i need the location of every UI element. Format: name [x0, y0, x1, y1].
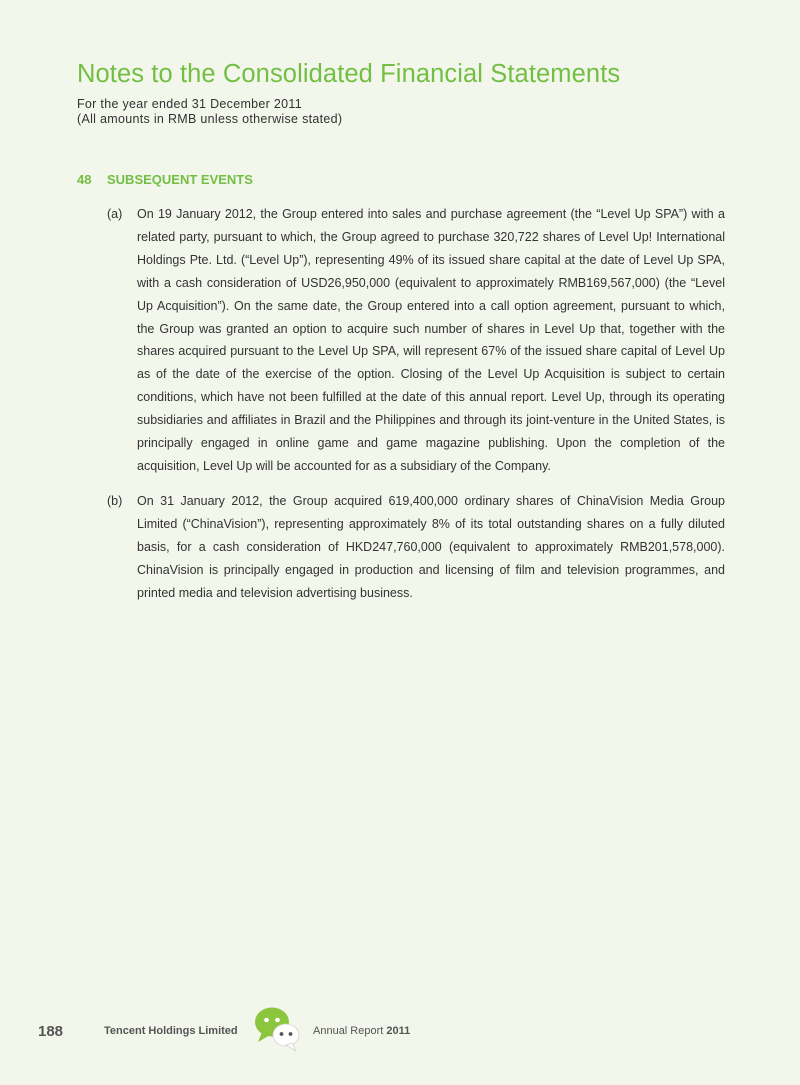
report-prefix: Annual Report: [313, 1025, 384, 1037]
page-title: Notes to the Consolidated Financial Statements: [77, 60, 621, 88]
notes-list: [107, 203, 725, 616]
page-footer: [34, 1018, 634, 1048]
page-subtitle: [77, 97, 342, 127]
section-number: 48: [77, 172, 92, 187]
page-number: 188: [38, 1023, 64, 1040]
note-item-a: [107, 203, 725, 478]
report-year: 2011: [386, 1025, 411, 1037]
note-text: On 31 January 2012, the Group acquired 619,400,000 ordinary shares of ChinaVision Media Group Limited (“ChinaVision”), representing approximately 8% of its total outstanding shares on a fully diluted basis, for a cash consideration of HKD247,760,000 (equivalent to approximately RMB201,578,000). ChinaVision is principally engaged in production and licensing of film and television programmes, and printed media and television advertising business.: [137, 493, 725, 600]
report-label: [313, 1025, 410, 1037]
section-heading: [77, 172, 253, 187]
note-item-b: [107, 490, 725, 605]
note-text: On 19 January 2012, the Group entered into sales and purchase agreement (the “Level Up SPA”) with a related party, pursuant to which, the Group agreed to purchase 320,722 shares of Level Up! International Holdings Pte. Ltd. (“Level Up”), representing 49% of its issued share capital at the date of Level Up SPA, with a cash consideration of USD26,950,000 (equivalent to approximately RMB169,567,000) (the “Level Up Acquisition”). On the same date, the Group entered into a call option agreement, pursuant to which, the Group was granted an option to acquire such number of shares in Level Up that, together with the shares acquired pursuant to the Level Up SPA, will represent 67% of the issued share capital of Level Up as of the date of the exercise of the option. Closing of the Level Up Acquisition is subject to certain conditions, which have not been fulfilled at the date of this annual report. Level Up, through its operating subsidiaries and affiliates in Brazil and the Philippines and through its joint-venture in the United States, is principally engaged in online game and game magazine publishing. Upon the completion of the acquisition, Level Up will be accounted for as a subsidiary of the Company.: [137, 207, 725, 473]
section-title: SUBSEQUENT EVENTS: [107, 172, 253, 187]
company-name: Tencent Holdings Limited: [104, 1025, 238, 1037]
subtitle-currency-note: (All amounts in RMB unless otherwise stated): [77, 112, 343, 126]
chat-bubbles-logo-icon: [248, 998, 308, 1058]
note-label: (b): [107, 493, 123, 508]
subtitle-period: For the year ended 31 December 2011: [77, 97, 302, 111]
note-label: (a): [107, 207, 123, 221]
